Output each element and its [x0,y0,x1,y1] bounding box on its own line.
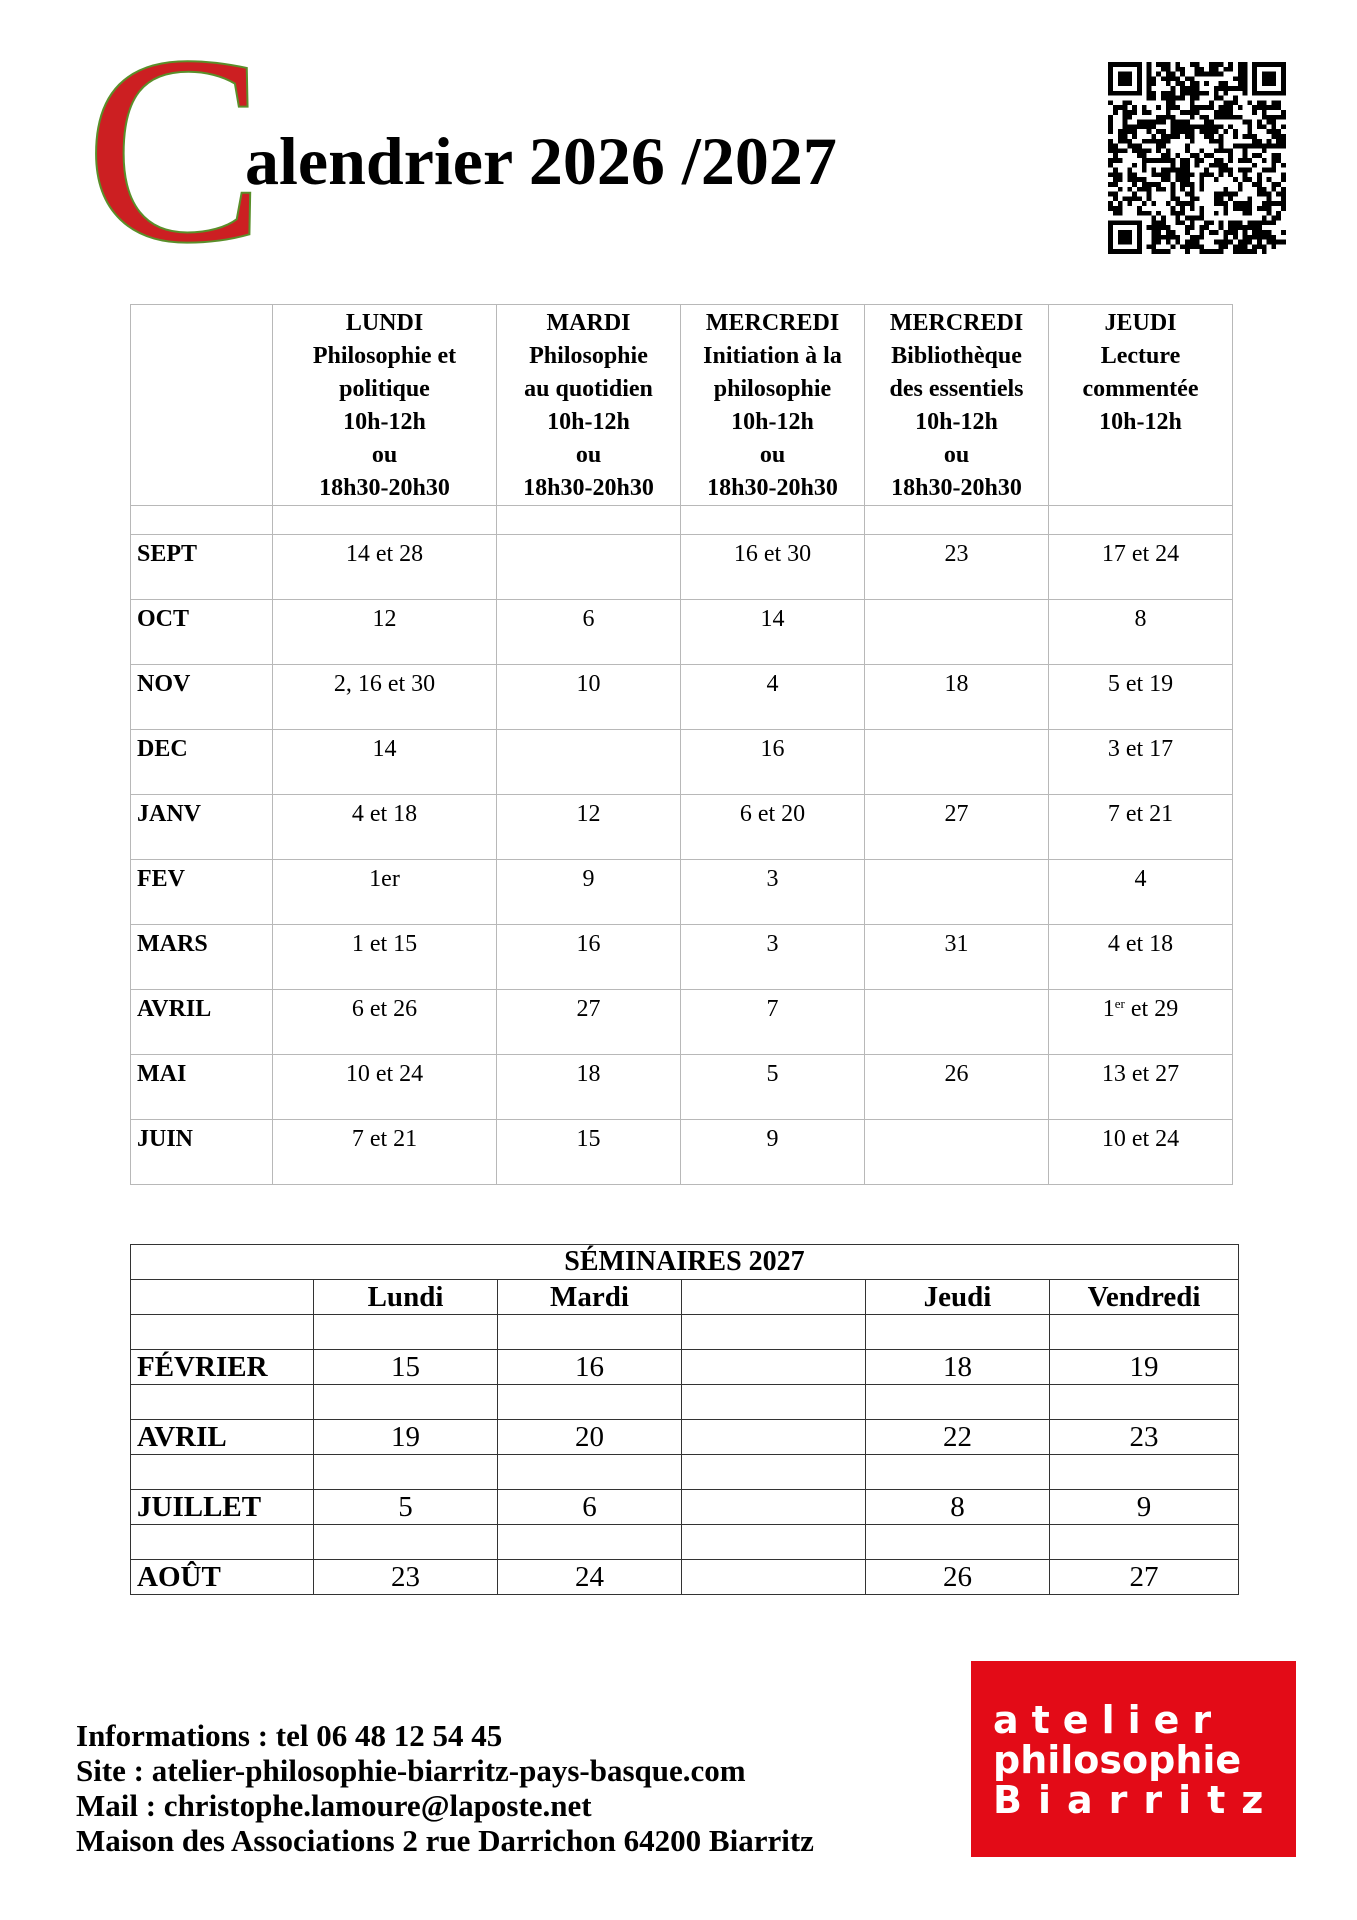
date-cell: 9 [497,860,681,925]
calendar-row [131,730,1233,795]
seminar-date-cell: 24 [498,1560,682,1595]
month-label: JANV [131,795,273,860]
date-cell: 5 et 19 [1049,665,1233,730]
header-line: ou [759,442,786,468]
date-cell: 14 et 28 [273,535,497,600]
date-cell: 16 [497,925,681,990]
calendar-body [131,535,1233,1185]
title-text: alendrier 2026 /2027 [245,123,837,199]
calendar-row [131,990,1233,1055]
seminar-date-cell: 23 [1050,1420,1239,1455]
spacer-row [131,1525,1239,1560]
month-label: FEV [131,860,273,925]
header-line: Initiation à la [703,343,842,369]
header-line: MERCREDI [705,310,840,336]
date-cell: 16 et 30 [681,535,865,600]
calendar-row [131,1055,1233,1120]
logo-line-3: Biarritz [993,1778,1280,1822]
month-label: JUIN [131,1120,273,1185]
date-cell: 1 et 15 [273,925,497,990]
header-line: MARDI [546,310,631,336]
seminar-month: AOÛT [131,1560,314,1595]
website-line[interactable]: Site : atelier-philosophie-biarritz-pays-basque.com [76,1753,746,1788]
date-cell [497,535,681,600]
seminar-header-cell: Lundi [314,1280,498,1315]
date-cell [865,730,1049,795]
spacer-row [131,1455,1239,1490]
header-line: Philosophie et [312,343,457,369]
seminar-date-cell: 6 [498,1490,682,1525]
header-line: 10h-12h [343,409,426,435]
seminars-body [131,1350,1239,1595]
header-line: commentée [1082,376,1199,402]
calendar-row [131,600,1233,665]
header-line: ou [575,442,602,468]
course-calendar-table [130,304,1233,1185]
date-cell: 6 et 20 [681,795,865,860]
date-number: 1 [1102,996,1115,1022]
date-cell: 18 [865,665,1049,730]
date-cell [865,990,1049,1055]
atelier-philosophie-logo [971,1661,1296,1857]
seminar-date-cell: 19 [314,1420,498,1455]
date-cell: 6 [497,600,681,665]
date-cell: 17 et 24 [1049,535,1233,600]
calendar-row [131,860,1233,925]
header-line: MERCREDI [889,310,1024,336]
date-cell: 2, 16 et 30 [273,665,497,730]
header-line: des essentiels [889,376,1024,402]
date-cell: 8 [1049,600,1233,665]
seminar-date-cell: 8 [866,1490,1050,1525]
header-mercredi-initiation [681,305,865,506]
title-initial-letter: C [85,0,266,299]
header-line: 10h-12h [731,409,814,435]
seminar-date-cell: 16 [498,1350,682,1385]
qr-code-icon[interactable] [1108,62,1286,254]
header-empty-cell [131,305,273,506]
header-line: au quotidien [524,376,653,402]
calendar-row [131,925,1233,990]
date-cell: 4 et 18 [273,795,497,860]
header-lundi [273,305,497,506]
header-mercredi-bibliotheque [865,305,1049,506]
date-cell: 16 [681,730,865,795]
month-label: NOV [131,665,273,730]
date-cell: 12 [273,600,497,665]
page-title [85,0,885,299]
date-cell: 14 [681,600,865,665]
seminar-row [131,1350,1239,1385]
seminar-date-cell: 15 [314,1350,498,1385]
date-cell: 10 et 24 [1049,1120,1233,1185]
seminar-header-cell [131,1280,314,1315]
seminar-row [131,1490,1239,1525]
header-line: Bibliothèque [891,343,1022,369]
date-cell: 7 [681,990,865,1055]
date-cell: 1er [273,860,497,925]
header-line: Philosophie [529,343,648,369]
date-cell [497,730,681,795]
header-line: 18h30-20h30 [707,475,838,501]
seminar-header-cell: Mardi [498,1280,682,1315]
date-cell: 3 et 17 [1049,730,1233,795]
header-line: 18h30-20h30 [319,475,450,501]
header-line: 18h30-20h30 [891,475,1022,501]
email-line[interactable]: Mail : christophe.lamoure@laposte.net [76,1788,592,1823]
seminar-date-cell: 19 [1050,1350,1239,1385]
seminar-date-cell: 26 [866,1560,1050,1595]
seminar-date-cell [682,1490,866,1525]
seminar-row [131,1420,1239,1455]
seminar-date-cell [682,1560,866,1595]
date-cell: 7 et 21 [273,1120,497,1185]
seminars-table [130,1244,1239,1595]
date-cell: 26 [865,1055,1049,1120]
month-label: MARS [131,925,273,990]
spacer-row [131,1385,1239,1420]
seminar-month: JUILLET [131,1490,314,1525]
date-cell [1049,990,1233,1055]
seminar-date-cell: 9 [1050,1490,1239,1525]
date-cell: 4 [681,665,865,730]
logo-line-2: philosophie [993,1738,1242,1782]
logo-line-1: atelier [993,1698,1225,1742]
header-line: 10h-12h [1099,409,1182,435]
month-label: AVRIL [131,990,273,1055]
date-cell: 27 [865,795,1049,860]
date-cell [865,1120,1049,1185]
date-rest: et 29 [1124,996,1179,1022]
calendar-row [131,535,1233,600]
month-label: OCT [131,600,273,665]
header-line: politique [339,376,430,402]
header-line: ou [371,442,398,468]
date-cell: 15 [497,1120,681,1185]
calendar-row [131,665,1233,730]
seminar-header-cell: Jeudi [866,1280,1050,1315]
seminar-date-cell: 22 [866,1420,1050,1455]
seminar-date-cell [682,1420,866,1455]
contact-info [76,1718,814,1858]
seminars-header-row [131,1280,1239,1315]
calendar-row [131,1120,1233,1185]
date-cell: 13 et 27 [1049,1055,1233,1120]
header-line: philosophie [713,376,832,402]
date-cell: 18 [497,1055,681,1120]
phone-line[interactable]: Informations : tel 06 48 12 54 45 [76,1718,503,1753]
date-cell: 5 [681,1055,865,1120]
seminar-header-cell: Vendredi [1050,1280,1239,1315]
seminars-title: SÉMINAIRES 2027 [131,1245,1239,1280]
seminar-month: FÉVRIER [131,1350,314,1385]
seminar-header-cell [682,1280,866,1315]
seminar-month: AVRIL [131,1420,314,1455]
calendar-header-row [131,305,1233,506]
month-label: SEPT [131,535,273,600]
header-line: JEUDI [1104,310,1177,336]
date-cell: 4 et 18 [1049,925,1233,990]
date-cell: 14 [273,730,497,795]
date-cell: 23 [865,535,1049,600]
date-superscript: er [1114,996,1125,1011]
header-line: Lecture [1100,343,1181,369]
date-cell: 3 [681,925,865,990]
seminar-date-cell: 5 [314,1490,498,1525]
spacer-row [131,506,1233,535]
date-cell: 10 [497,665,681,730]
month-label: DEC [131,730,273,795]
seminar-date-cell: 18 [866,1350,1050,1385]
date-cell: 7 et 21 [1049,795,1233,860]
date-cell: 10 et 24 [273,1055,497,1120]
header-line: LUNDI [345,310,424,336]
date-cell: 9 [681,1120,865,1185]
header-jeudi [1049,305,1233,506]
date-cell: 4 [1049,860,1233,925]
seminar-row [131,1560,1239,1595]
header-line: 18h30-20h30 [523,475,654,501]
seminar-date-cell: 23 [314,1560,498,1595]
date-cell: 12 [497,795,681,860]
seminar-date-cell [682,1350,866,1385]
month-label: MAI [131,1055,273,1120]
date-cell: 27 [497,990,681,1055]
date-cell: 6 et 26 [273,990,497,1055]
header-line: 10h-12h [915,409,998,435]
date-cell: 3 [681,860,865,925]
seminar-date-cell: 20 [498,1420,682,1455]
header-line: 10h-12h [547,409,630,435]
date-cell: 31 [865,925,1049,990]
header-line: ou [943,442,970,468]
seminar-date-cell: 27 [1050,1560,1239,1595]
header-mardi [497,305,681,506]
date-cell [865,600,1049,665]
date-cell [865,860,1049,925]
calendar-row [131,795,1233,860]
address-line: Maison des Associations 2 rue Darrichon 64200 Biarritz [76,1823,814,1858]
